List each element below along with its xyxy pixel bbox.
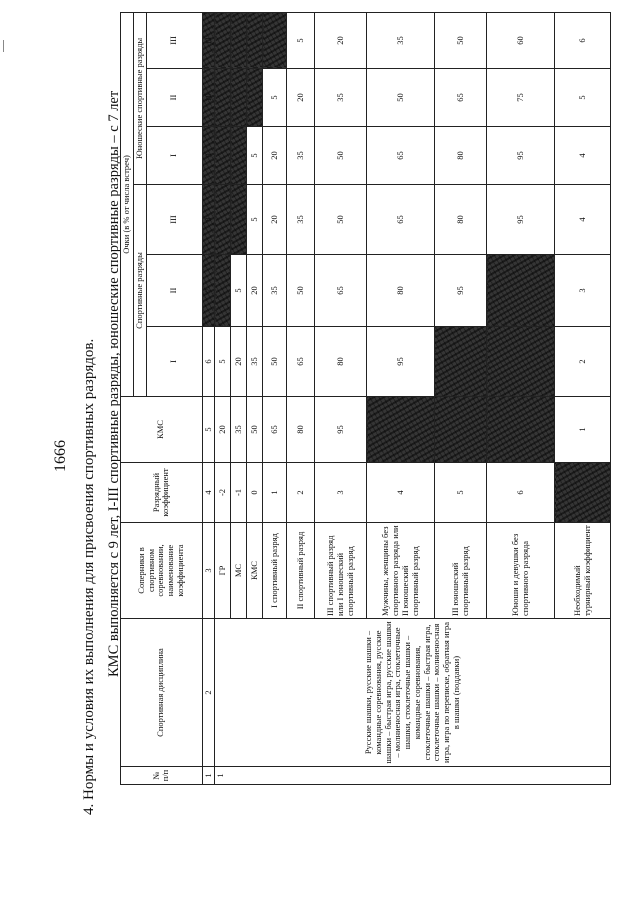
value-cell [487, 327, 555, 397]
header-opponent: Соперники в спортивном соревновании, наименование коэффициента [121, 523, 203, 619]
col-number: 3 [202, 523, 215, 619]
column-number-row [202, 12, 215, 784]
opponent-cell: III юношеский спортивный разряд [435, 523, 487, 619]
value-cell: 20 [247, 255, 263, 327]
value-cell: 20 [287, 69, 315, 127]
value-cell: 20 [315, 12, 367, 68]
coef-cell: 6 [487, 463, 555, 523]
header-coefficient: Разрядный коэффициент [121, 463, 203, 523]
value-cell: 35 [287, 185, 315, 255]
col-number: 1 [202, 767, 215, 785]
value-cell [487, 397, 555, 463]
value-cell: 20 [231, 327, 247, 397]
value-cell [231, 185, 247, 255]
header-youth-i: I [146, 127, 202, 185]
value-cell: 50 [263, 327, 287, 397]
header-row-points [121, 12, 134, 784]
value-cell: 80 [435, 185, 487, 255]
sub-heading: КМС выполняется с 9 лет, I-III спортивные разряды, юношеские спортивные разряды – с 7 лет [106, 90, 122, 677]
value-cell: 95 [367, 327, 435, 397]
value-cell: 75 [487, 69, 555, 127]
value-cell: 65 [367, 127, 435, 185]
opponent-cell: КМС [247, 523, 263, 619]
value-cell [263, 12, 287, 68]
norms-table [120, 12, 611, 785]
opponent-cell: III спортивный разряд или I юношеский спортивный разряд [315, 523, 367, 619]
value-cell [215, 69, 231, 127]
value-cell: 95 [487, 127, 555, 185]
col-number: 10 [202, 69, 215, 127]
value-cell: 35 [263, 255, 287, 327]
value-cell: 20 [215, 397, 231, 463]
value-cell: 50 [435, 12, 487, 68]
value-cell: 95 [315, 397, 367, 463]
value-cell: 60 [487, 12, 555, 68]
coef-cell: 1 [263, 463, 287, 523]
opponent-cell: II спортивный разряд [287, 523, 315, 619]
required-value: 4 [555, 185, 611, 255]
value-cell: 65 [263, 397, 287, 463]
value-cell: 80 [287, 397, 315, 463]
table-row [215, 12, 231, 784]
value-cell: 50 [247, 397, 263, 463]
required-value: 4 [555, 127, 611, 185]
value-cell: 50 [315, 127, 367, 185]
required-value: 2 [555, 327, 611, 397]
value-cell: 65 [435, 69, 487, 127]
value-cell: 65 [367, 185, 435, 255]
value-cell: 80 [367, 255, 435, 327]
value-cell [487, 255, 555, 327]
coef-cell: -1 [231, 463, 247, 523]
header-youth-ranks: Юношеские спортивные разряды [133, 12, 146, 184]
header-youth-iii: III [146, 12, 202, 68]
coef-cell: 2 [287, 463, 315, 523]
col-number: 9 [202, 127, 215, 185]
required-value: 5 [555, 69, 611, 127]
value-cell: 5 [287, 12, 315, 68]
col-number: 2 [202, 619, 215, 767]
value-cell [247, 69, 263, 127]
required-value: 6 [555, 12, 611, 68]
value-cell [231, 12, 247, 68]
value-cell: 50 [367, 69, 435, 127]
value-cell: 50 [315, 185, 367, 255]
required-value: 1 [555, 397, 611, 463]
value-cell [367, 397, 435, 463]
section-heading: 4. Нормы и условия их выполнения для присвоения спортивных разрядов. [81, 338, 97, 815]
col-number: 7 [202, 255, 215, 327]
coef-cell: 4 [367, 463, 435, 523]
page-number: 1666 [52, 440, 69, 472]
value-cell: 50 [287, 255, 315, 327]
required-label: Необходимый турнирный коэффициент [555, 523, 611, 619]
value-cell [435, 397, 487, 463]
opponent-cell: Мужчины, женщины без спортивного разряда или II юношеский спортивный разряд [367, 523, 435, 619]
value-cell: 95 [487, 185, 555, 255]
value-cell [215, 12, 231, 68]
col-number: 4 [202, 463, 215, 523]
value-cell: 20 [263, 185, 287, 255]
value-cell: 35 [231, 397, 247, 463]
header-rank-ii: II [146, 255, 202, 327]
value-cell [435, 327, 487, 397]
value-cell: 95 [435, 255, 487, 327]
col-number: 8 [202, 185, 215, 255]
opponent-cell: Юноши и девушки без спортивного разряда [487, 523, 555, 619]
value-cell: 80 [435, 127, 487, 185]
value-cell [231, 127, 247, 185]
coef-cell: 3 [315, 463, 367, 523]
value-cell: 5 [247, 185, 263, 255]
col-number: 11 [202, 12, 215, 68]
col-number: 6 [202, 327, 215, 397]
opponent-cell: МС [231, 523, 247, 619]
header-rank-iii: III [146, 185, 202, 255]
coef-cell: 5 [435, 463, 487, 523]
opponent-cell: ГР [215, 523, 231, 619]
opponent-cell: I спортивный разряд [263, 523, 287, 619]
value-cell: 65 [315, 255, 367, 327]
header-num: № п/п [121, 767, 203, 785]
value-cell: 5 [247, 127, 263, 185]
value-cell: 5 [231, 255, 247, 327]
header-discipline: Спортивная дисциплина [121, 619, 203, 767]
header-youth-ii: II [146, 69, 202, 127]
header-rank-i: I [146, 327, 202, 397]
value-cell [247, 12, 263, 68]
value-cell: 5 [263, 69, 287, 127]
coef-cell [555, 463, 611, 523]
value-cell: 20 [263, 127, 287, 185]
value-cell: 80 [315, 327, 367, 397]
value-cell [215, 255, 231, 327]
value-cell: 5 [215, 327, 231, 397]
row-number: 1 [215, 767, 611, 785]
value-cell: 35 [287, 127, 315, 185]
coef-cell: -2 [215, 463, 231, 523]
value-cell [215, 185, 231, 255]
col-number: 5 [202, 397, 215, 463]
header-kms: КМС [121, 397, 203, 463]
value-cell: 35 [367, 12, 435, 68]
header-points: Очки (в % от числа встреч) [121, 12, 134, 396]
required-value: 3 [555, 255, 611, 327]
coef-cell: 0 [247, 463, 263, 523]
value-cell [231, 69, 247, 127]
discipline-cell: Русские шашки, русские шашки – командные соревнования, русские шашки – быстрая игра, русские шашки – молниеносная игра, стоклеточные шашки, стоклеточные шашки – командные соревнования, стоклеточные шашки – быстрая игра, стоклеточные шашки – молниеносная игра, игра по переписке, обратная игра в шашки (поддавки) [215, 619, 611, 767]
value-cell: 35 [315, 69, 367, 127]
value-cell: 35 [247, 327, 263, 397]
header-sport-ranks: Спортивные разряды [133, 185, 146, 397]
value-cell [215, 127, 231, 185]
value-cell: 65 [287, 327, 315, 397]
